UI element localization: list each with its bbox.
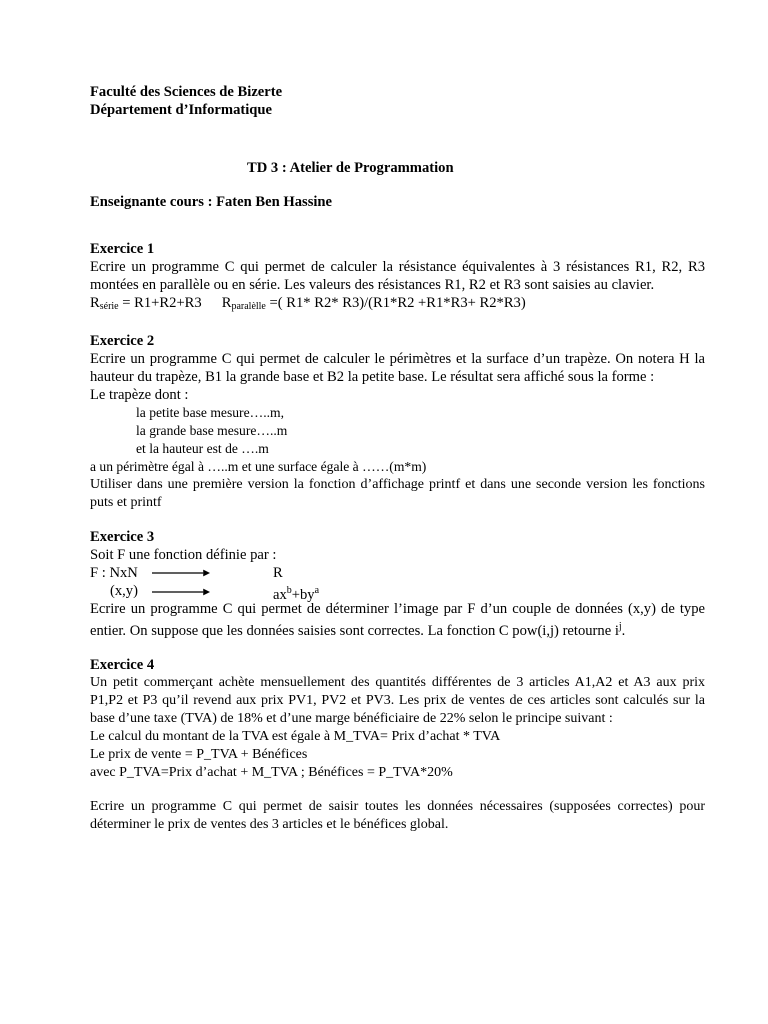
- exercise-3-text: Ecrire un programme C qui permet de déterminer l’image par F d’un couple de données (x,y) de type entier. On suppose que les données saisies sont correctes. La fonction C pow(i,j) retourne $i^j$.: [90, 601, 705, 639]
- exercise-2-line-intro: Le trapèze dont :: [90, 387, 189, 403]
- exercise-2-line-small-base: la petite base mesure…..m,: [136, 405, 284, 420]
- exercise-1-title: Exercice 1: [90, 241, 155, 257]
- exercise-2-line-result: a un périmètre égal à …..m et une surface égale à ……(m*m): [90, 459, 427, 474]
- mapping-input: (x,y): [110, 583, 138, 599]
- exercise-1-text: Ecrire un programme C qui permet de calculer la résistance équivalentes à 3 résistances R1, R2, R3 montées en parallèle ou en série. Les valeurs des résistances R1, R2 et R3 sont saisies au clavier.: [90, 259, 705, 293]
- exercise-4-price-line: Le prix de vente = P_TVA + Bénéfices: [90, 747, 308, 762]
- exercise-4-formula-line: avec P_TVA=Prix d’achat + M_TVA ; Bénéfices = P_TVA*20%: [90, 765, 453, 780]
- exercise-4-instructions: Ecrire un programme C qui permet de saisir toutes les données nécessaires (supposées correctes) pour déterminer le prix de ventes des 3 articles et le bénéfices global.: [90, 799, 705, 832]
- r-serie-symbol: R: [90, 295, 100, 311]
- exercise-4-title: Exercice 4: [90, 657, 155, 673]
- r-serie-subscript: série: [99, 301, 119, 312]
- exercise-1-formulas: [90, 294, 705, 316]
- mapping-output: $ax^b+by^a$: [273, 585, 320, 603]
- exercise-2-text: Ecrire un programme C qui permet de calculer le périmètres et la surface d’un trapèze. On notera H la hauteur du trapèze, B1 la grande base et B2 la petite base. Le résultat sera affiché sous la forme :: [90, 351, 705, 385]
- exercise-2-line-large-base: la grande base mesure…..m: [136, 423, 288, 438]
- function-domain: F : NxN: [90, 565, 138, 581]
- arrow-icon: [152, 569, 210, 577]
- r-parallel-subscript: paralèlle: [231, 301, 266, 312]
- function-signature: [90, 564, 705, 582]
- exercise-2-instructions: Utiliser dans une première version la fonction d’affichage printf et dans une seconde version les fonctions puts et printf: [90, 477, 705, 510]
- document-page: [90, 83, 705, 834]
- function-mapping: [90, 582, 705, 603]
- arrow-icon: [152, 588, 210, 596]
- function-codomain: R: [273, 565, 283, 581]
- department-name: Département d’Informatique: [90, 102, 272, 118]
- exercise-2-line-height: et la hauteur est de ….m: [136, 441, 269, 456]
- exercise-4-text: Un petit commerçant achète mensuellement des quantités différentes de 3 articles A1,A2 et A3 aux prix P1,P2 et P3 qu’il revend aux prix PV1, PV2 et PV3. Les prix de ventes de ces articles sont calculés sur la base d’une taxe (TVA) de 18% et d’une marge bénéficiaire de 22% selon le principe suivant :: [90, 675, 705, 726]
- exercise-3-intro: Soit F une fonction définie par :: [90, 547, 277, 563]
- faculty-name: Faculté des Sciences de Bizerte: [90, 84, 283, 100]
- teacher-line: Enseignante cours : Faten Ben Hassine: [90, 194, 333, 210]
- r-parallel-symbol: R: [221, 295, 232, 311]
- r-parallel-equation: =( R1* R2* R3)/(R1*R2 +R1*R3+ R2*R3): [265, 295, 526, 311]
- page-title: TD 3 : Atelier de Programmation: [247, 160, 454, 176]
- exercise-3-title: Exercice 3: [90, 529, 155, 545]
- exercise-2-title: Exercice 2: [90, 333, 155, 349]
- exercise-4-tva-line: Le calcul du montant de la TVA est égale à M_TVA= Prix d’achat * TVA: [90, 729, 501, 744]
- r-serie-equation: = R1+R2+R3: [118, 295, 202, 311]
